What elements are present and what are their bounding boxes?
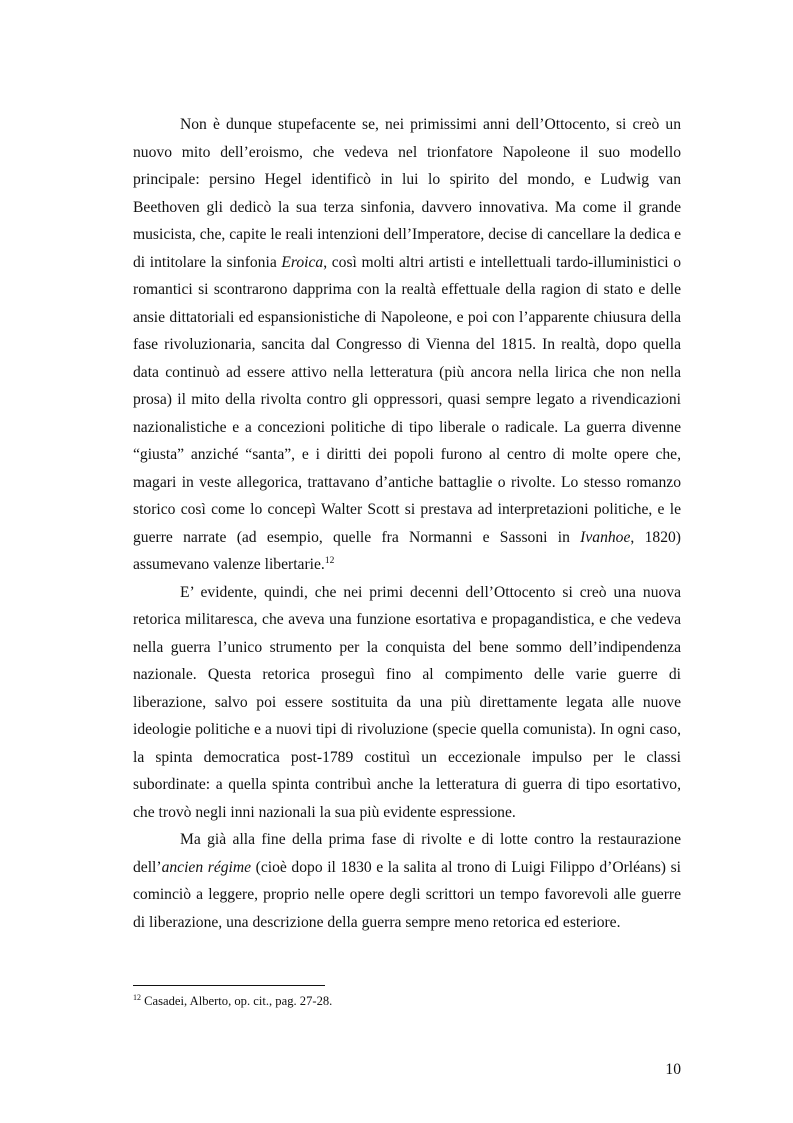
paragraph-3-text-b: (cioè dopo il 1830 e la salita al trono di Luigi Filippo d’Orléans) si cominciò a leggere, proprio nelle opere degli scrittori un tempo favorevoli alle guerre di liberazione, una descrizione della guerra sempre meno retorica ed esteriore. [133, 858, 682, 931]
footnote-separator [133, 985, 325, 986]
paragraph-1 [133, 111, 681, 579]
page-number: 10 [665, 1061, 681, 1078]
footnote-number: 12 [133, 993, 141, 1002]
footnote-text: Casadei, Alberto, op. cit., pag. 27-28. [141, 994, 333, 1008]
paragraph-1-text-a: Non è dunque stupefacente se, nei primissimi anni dell’Ottocento, si creò un nuovo mito dell’eroismo, che vedeva nel trionfatore Napoleone il suo modello principale: persino Hegel identificò in lui lo spirito del mondo, e Ludwig van Beethoven gli dedicò la sua terza sinfonia, davvero innovativa. Ma come il grande musicista, che, capite le reali intenzioni dell’Imperatore, decise di cancellare la dedica e di intitolare la sinfonia [133, 116, 681, 271]
paragraph-2: E’ evidente, quindi, che nei primi decenni dell’Ottocento si creò una nuova retorica militaresca, che aveva una funzione esortativa e propagandistica, e che vedeva nella guerra l’unico strumento per la conquista del bene sommo dell’indipendenza nazionale. Questa retorica proseguì fino al compimento delle varie guerre di liberazione, salvo poi essere sostituita da una più direttamente legata alle nuove ideologie politiche e a nuovi tipi di rivoluzione (specie quella comunista). In ogni caso, la spinta democratica post-1789 costituì un eccezionale impulso per le classi subordinate: a quella spinta contribuì anche la letteratura di guerra di tipo esortativo, che trovò negli inni nazionali la sua più evidente espressione. [133, 583, 681, 821]
footnote-reference[interactable]: 12 [324, 556, 335, 566]
body-text [133, 111, 681, 936]
paragraph-1-text-c: , 1820) assumevano valenze libertarie. [133, 528, 681, 573]
work-title-ivanhoe: Ivanhoe [580, 528, 631, 546]
paragraph-1-text-b: , così molti altri artisti e intellettuali tardo-illuministici o romantici si scontrarono dapprima con la realtà effettuale della ragion di stato e delle ansie dittatoriali ed espansionistiche di Napoleone, e poi con l’apparente chiusura della fase rivoluzionaria, sancita dal Congresso di Vienna del 1815. In realtà, dopo quella data continuò ad essere attivo nella letteratura (più ancora nella lirica che non nella prosa) il mito della rivolta contro gli oppressori, quasi sempre legato a rivendicazioni nazionalistiche e a concezioni politiche di tipo liberale o radicale. La guerra divenne “giusta” anziché “santa”, e i diritti dei popoli furono al centro di molte opere che, magari in veste allegorica, trattavano d’antiche battaglie o rivolte. Lo stesso romanzo storico così come lo concepì Walter Scott si prestava ad interpretazioni politiche, e le guerre narrate (ad esempio, quelle fra Normanni e Sassoni in [133, 253, 682, 546]
paragraph-3-text-a: Ma già alla fine della prima fase di rivolte e di lotte contro la restaurazione dell’ [133, 831, 681, 876]
term-ancien-regime: ancien régime [161, 858, 252, 876]
paragraph-3 [133, 826, 681, 936]
footnote [133, 993, 681, 1009]
work-title-eroica: Eroica [281, 253, 324, 271]
